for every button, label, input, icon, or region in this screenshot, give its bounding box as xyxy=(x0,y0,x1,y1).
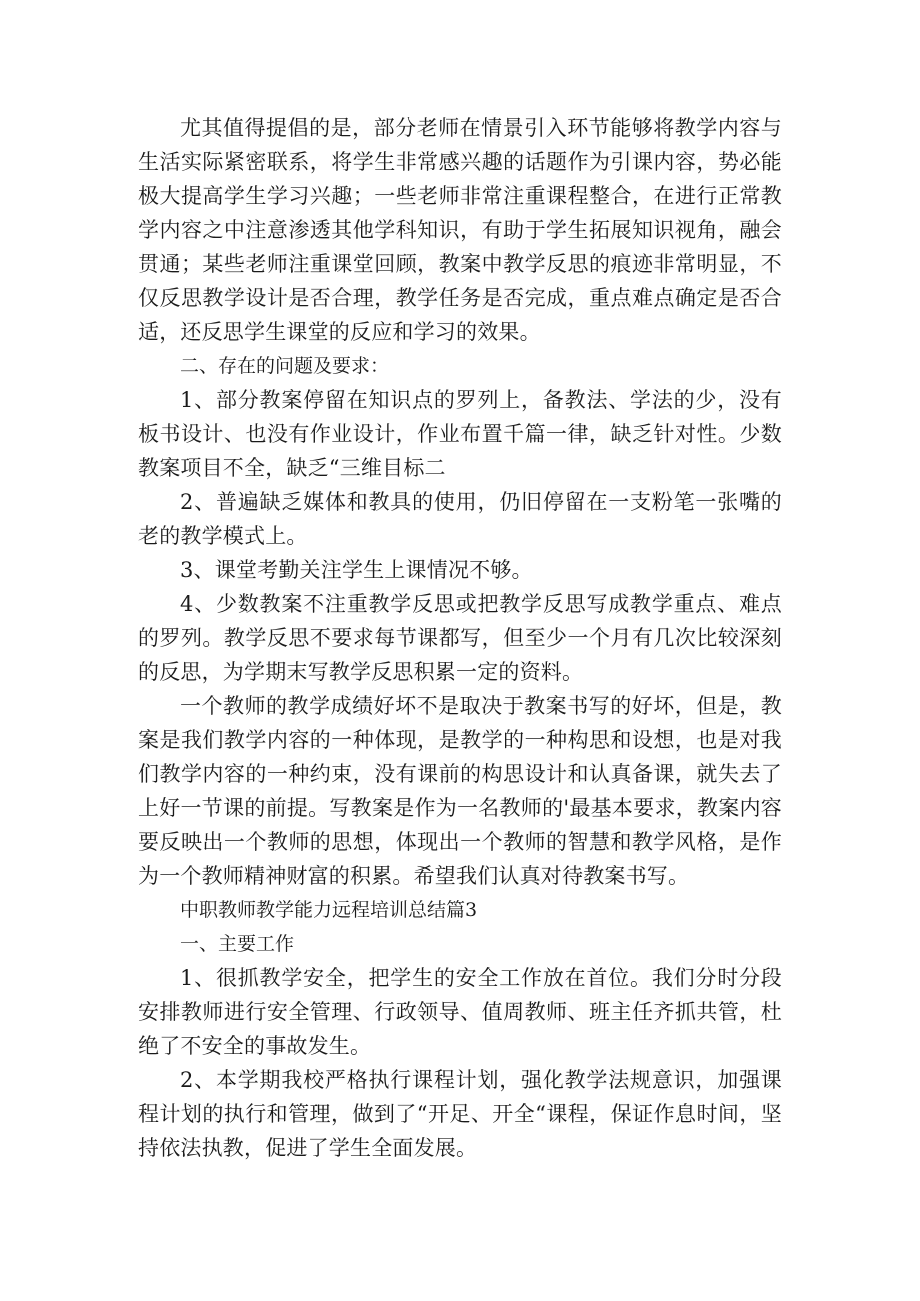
paragraph-work-2: 2、本学期我校严格执行课程计划，强化教学法规意识，加强课程计划的执行和管理，做到了“开足、开全“课程，保证作息时间，坚持依法执教，促进了学生全面发展。 xyxy=(138,1068,782,1160)
section-heading-problems: 二、存在的问题及要求： xyxy=(180,355,390,377)
document-page xyxy=(138,111,782,1165)
paragraph-praise: 尤其值得提倡的是，部分老师在情景引入环节能够将教学内容与生活实际紧密联系，将学生非常感兴趣的话题作为引课内容，势必能极大提高学生学习兴趣；一些老师非常注重课程整合，在进行正常教学内容之中注意渗透其他学科知识，有助于学生拓展知识视角，融会贯通；某些老师注重课堂回顾，教案中教学反思的痕迹非常明显，不仅反思教学设计是否合理，教学任务是否完成，重点难点确定是否合适，还反思学生课堂的反应和学习的效果。 xyxy=(138,116,782,344)
section-heading-main-work: 一、主要工作 xyxy=(180,933,295,955)
paragraph-problem-4: 4、少数教案不注重教学反思或把教学反思写成教学重点、难点的罗列。教学反思不要求每节课都写，但至少一个月有几次比较深刻的反思，为学期末写教学反思积累一定的资料。 xyxy=(138,592,782,684)
paragraph-work-1: 1、很抓教学安全，把学生的安全工作放在首位。我们分时分段安排教师进行安全管理、行政领导、值周教师、班主任齐抓共管，杜绝了不安全的事故发生。 xyxy=(138,966,782,1058)
paragraph-problem-3: 3、课堂考勤关注学生上课情况不够。 xyxy=(180,558,533,582)
paragraph-conclusion: 一个教师的教学成绩好坏不是取决于教案书写的好坏，但是，教案是我们教学内容的一种体现，是教学的一种构思和设想，也是对我们教学内容的一种约束，没有课前的构思设计和认真备课，就失去了上好一节课的前提。写教案是作为一名教师的'最基本要求，教案内容要反映出一个教师的思想，体现出一个教师的智慧和教学风格，是作为一个教师精神财富的积累。希望我们认真对待教案书写。 xyxy=(138,694,782,888)
paragraph-problem-2: 2、普遍缺乏媒体和教具的使用，仍旧停留在一支粉笔一张嘴的老的教学模式上。 xyxy=(138,490,782,548)
paragraph-problem-1: 1、部分教案停留在知识点的罗列上，备教法、学法的少，没有板书设计、也没有作业设计，作业布置千篇一律，缺乏针对性。少数教案项目不全，缺乏“三维目标二 xyxy=(138,388,782,480)
article-title-part3: 中职教师教学能力远程培训总结篇3 xyxy=(180,899,478,921)
